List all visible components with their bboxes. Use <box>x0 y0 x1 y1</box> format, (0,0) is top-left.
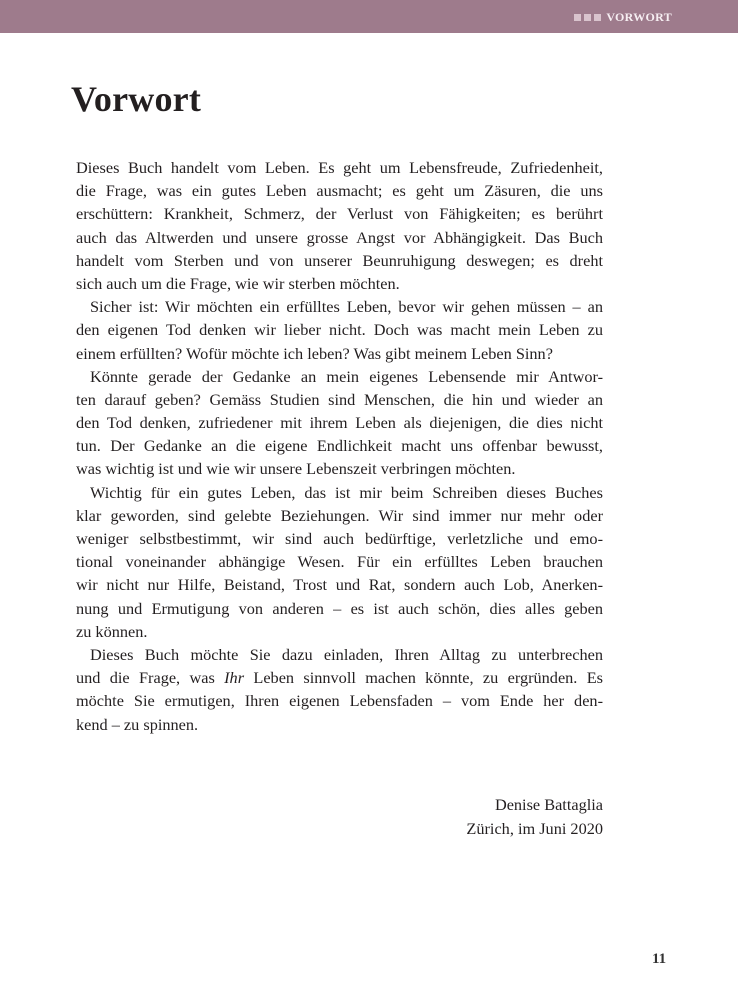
paragraph <box>76 295 603 365</box>
text-line: zu können. <box>76 621 148 641</box>
section-label: VORWORT <box>606 10 672 24</box>
text-line: auch das Altwerden und unsere grosse Angst vor Abhängigkeit. Das Buch <box>76 227 603 247</box>
text-line: kend – zu spinnen. <box>76 714 199 734</box>
author-name: Denise Battaglia <box>494 795 603 814</box>
text-line: nung und Ermutigung von anderen – es ist auch schön, dies alles geben <box>76 598 603 618</box>
text-line: erschüttern: Krankheit, Schmerz, der Verlust von Fähigkeiten; es berührt <box>76 204 603 224</box>
paragraph <box>76 481 603 643</box>
text-line: tun. Der Gedanke an die eigene Endlichkeit macht uns offenbar bewusst, <box>76 436 603 456</box>
text-line: wir nicht nur Hilfe, Beistand, Trost und Rat, sondern auch Lob, Anerken- <box>76 575 603 595</box>
square-icon <box>574 14 581 21</box>
body-text <box>76 156 603 736</box>
text-line: Sicher ist: Wir möchten ein erfülltes Leben, bevor wir gehen müssen – an <box>90 297 603 317</box>
text-line: die Frage, was ein gutes Leben ausmacht; es geht um Zäsuren, die uns <box>76 181 603 201</box>
page-number: 11 <box>652 951 667 967</box>
text-span: und die Frage, was <box>76 668 225 688</box>
text-line: handelt vom Sterben und von unserer Beunruhigung deswegen; es dreht <box>76 250 603 270</box>
text-line: einem erfüllten? Wofür möchte ich leben? Was gibt meinem Leben Sinn? <box>76 343 553 363</box>
header-band <box>0 0 738 33</box>
text-line: was wichtig ist und wie wir unsere Lebenszeit verbringen möchten. <box>76 459 516 479</box>
text-line: möchte Sie ermutigen, Ihren eigenen Lebensfaden – vom Ende her den- <box>76 691 603 711</box>
paragraph <box>76 643 603 736</box>
emphasis: Ihr <box>224 668 245 688</box>
text-line: Dieses Buch handelt vom Leben. Es geht um Lebensfreude, Zufriedenheit, <box>76 158 603 177</box>
text-line: klar geworden, sind gelebte Beziehungen. Wir sind immer nur mehr oder <box>76 505 603 525</box>
text-line: tional voneinander abhängige Wesen. Für ein erfülltes Leben brauchen <box>76 552 603 572</box>
paragraph <box>76 156 603 295</box>
page-title: Vorwort <box>71 79 202 119</box>
square-icon <box>594 14 601 21</box>
text-line: den eigenen Tod denken wir lieber nicht. Doch was macht mein Leben zu <box>76 320 603 340</box>
text-line: Dieses Buch möchte Sie dazu einladen, Ihren Alltag zu unterbrechen <box>90 644 603 664</box>
signature <box>466 793 603 841</box>
square-icon <box>584 14 591 21</box>
text-line: ten darauf geben? Gemäss Studien sind Menschen, die hin und wieder an <box>76 389 603 409</box>
text-line: Könnte gerade der Gedanke an mein eigenes Lebensende mir Antwor- <box>90 366 603 386</box>
text-line: den Tod denken, zufriedener mit ihrem Leben als diejenigen, die dies nicht <box>76 413 603 433</box>
text-line <box>76 666 603 689</box>
paragraph <box>76 365 603 481</box>
running-header <box>574 10 672 25</box>
text-span: Leben sinnvoll machen könnte, zu ergründen. Es <box>244 668 603 688</box>
text-line: Wichtig für ein gutes Leben, das ist mir beim Schreiben dieses Buches <box>90 482 603 502</box>
place-date: Zürich, im Juni 2020 <box>466 819 603 838</box>
text-line: sich auch um die Frage, wie wir sterben möchten. <box>76 273 400 293</box>
text-line: weniger selbstbestimmt, wir sind auch bedürftige, verletzliche und emo- <box>76 529 603 548</box>
